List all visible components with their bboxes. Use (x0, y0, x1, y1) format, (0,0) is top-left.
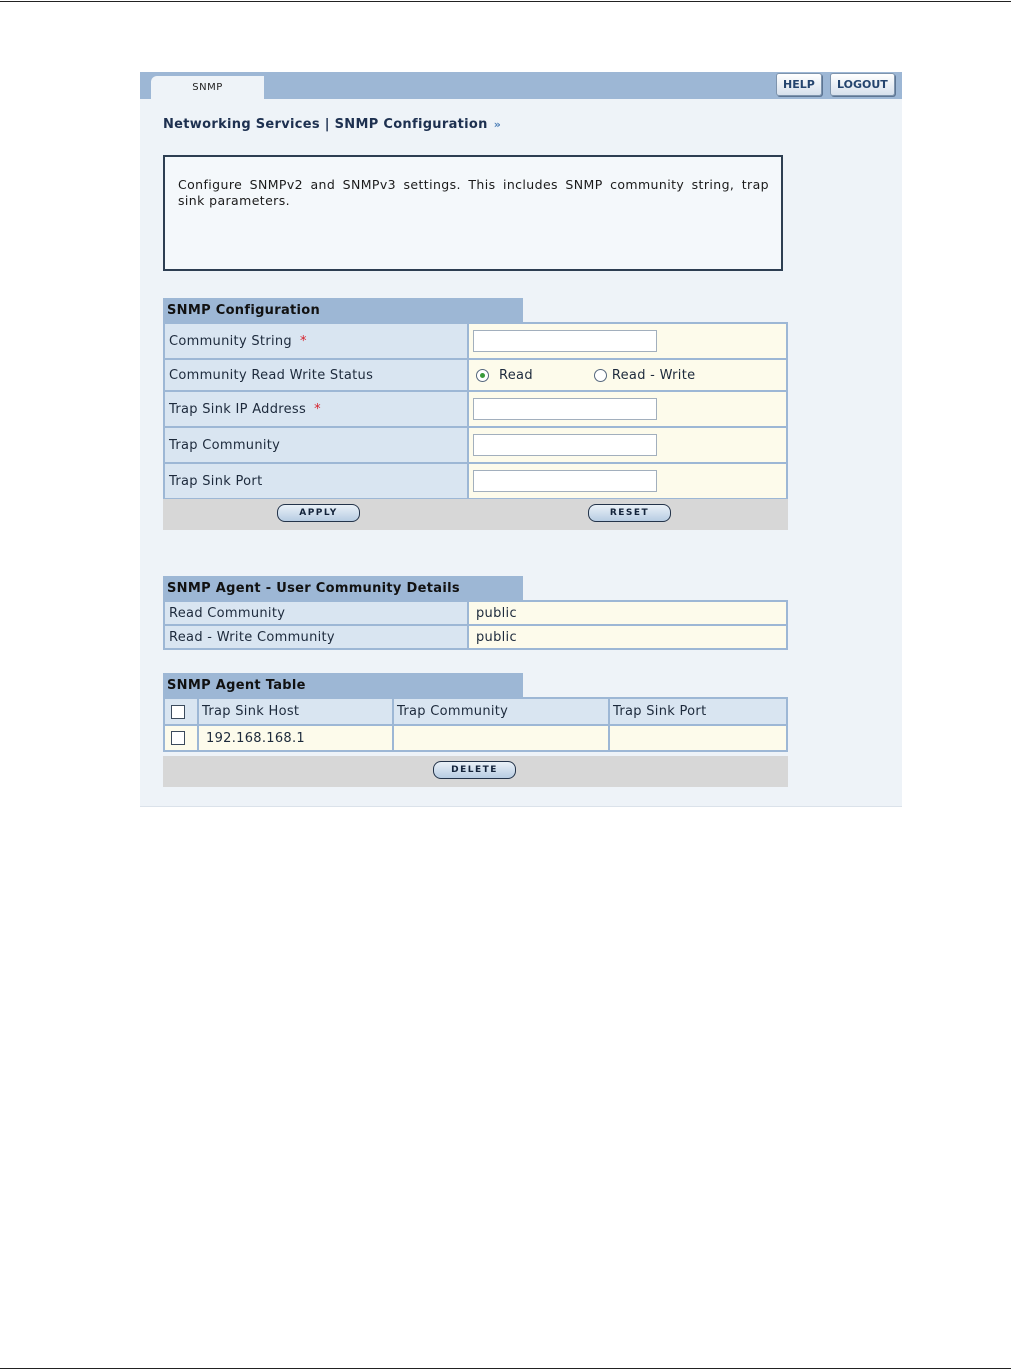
rw-status-cell (468, 359, 787, 391)
community-string-cell (468, 323, 787, 359)
description-box (163, 155, 783, 271)
trap-sink-ip-input[interactable] (473, 398, 657, 420)
breadcrumb-arrows-icon: » (493, 118, 502, 131)
top-bar (140, 72, 902, 99)
apply-button[interactable]: APPLY (277, 504, 360, 522)
trap-community-input[interactable] (473, 434, 657, 456)
row-checkbox[interactable] (171, 731, 185, 745)
required-mark: * (314, 401, 321, 417)
row-select-cell (164, 725, 198, 751)
column-header-community: Trap Community (393, 698, 609, 725)
snmp-panel (140, 72, 902, 807)
trap-sink-port-label: Trap Sink Port (164, 463, 468, 499)
trap-sink-ip-cell (468, 391, 787, 427)
trap-community-cell (468, 427, 787, 463)
reset-button[interactable]: RESET (588, 504, 671, 522)
row-community (393, 725, 609, 751)
help-button[interactable]: HELP (776, 73, 822, 96)
community-string-row (164, 323, 787, 359)
trap-sink-ip-label-cell (164, 391, 468, 427)
breadcrumb (163, 117, 501, 132)
read-community-value: public (468, 601, 787, 625)
column-header-host: Trap Sink Host (198, 698, 393, 725)
rw-status-row (164, 359, 787, 391)
config-button-bar (163, 499, 788, 530)
select-all-checkbox[interactable] (171, 705, 185, 719)
select-all-cell (164, 698, 198, 725)
snmp-config-form (163, 322, 788, 500)
trap-sink-port-cell (468, 463, 787, 499)
user-community-heading: SNMP Agent - User Community Details (163, 576, 523, 601)
radio-read-label: Read (499, 367, 533, 383)
read-community-label: Read Community (164, 601, 468, 625)
row-host: 192.168.168.1 (198, 725, 393, 751)
user-community-table (163, 600, 788, 650)
read-write-community-row (164, 625, 787, 649)
trap-sink-ip-row (164, 391, 787, 427)
top-rule (0, 1, 1011, 2)
column-header-port: Trap Sink Port (609, 698, 787, 725)
description-text: Configure SNMPv2 and SNMPv3 settings. This includes SNMP community string, trap sink parameters. (178, 177, 769, 208)
trap-community-label: Trap Community (164, 427, 468, 463)
radio-read-write-label: Read - Write (611, 367, 696, 383)
rw-status-radio-group (473, 368, 786, 383)
community-string-input[interactable] (473, 330, 657, 352)
agent-table-header-row (164, 698, 787, 725)
bottom-rule (0, 1368, 1011, 1369)
read-write-community-label: Read - Write Community (164, 625, 468, 649)
community-string-label: Community String (169, 333, 292, 349)
table-row (164, 725, 787, 751)
trap-community-row (164, 427, 787, 463)
agent-button-bar (163, 756, 788, 787)
radio-read[interactable] (476, 369, 489, 382)
community-string-label-cell (164, 323, 468, 359)
agent-table-heading: SNMP Agent Table (163, 673, 523, 698)
snmp-config-heading: SNMP Configuration (163, 298, 523, 323)
tab-snmp[interactable]: SNMP (151, 76, 264, 99)
rw-status-label: Community Read Write Status (164, 359, 468, 391)
trap-sink-port-row (164, 463, 787, 499)
trap-sink-ip-label: Trap Sink IP Address (169, 401, 307, 417)
row-port (609, 725, 787, 751)
read-write-community-value: public (468, 625, 787, 649)
breadcrumb-text: Networking Services | SNMP Configuration (163, 117, 488, 132)
delete-button[interactable]: DELETE (433, 761, 516, 779)
logout-button[interactable]: LOGOUT (830, 73, 895, 96)
required-mark: * (299, 333, 307, 349)
agent-table (163, 697, 788, 752)
trap-sink-port-input[interactable] (473, 470, 657, 492)
read-community-row (164, 601, 787, 625)
radio-read-write[interactable] (594, 369, 607, 382)
